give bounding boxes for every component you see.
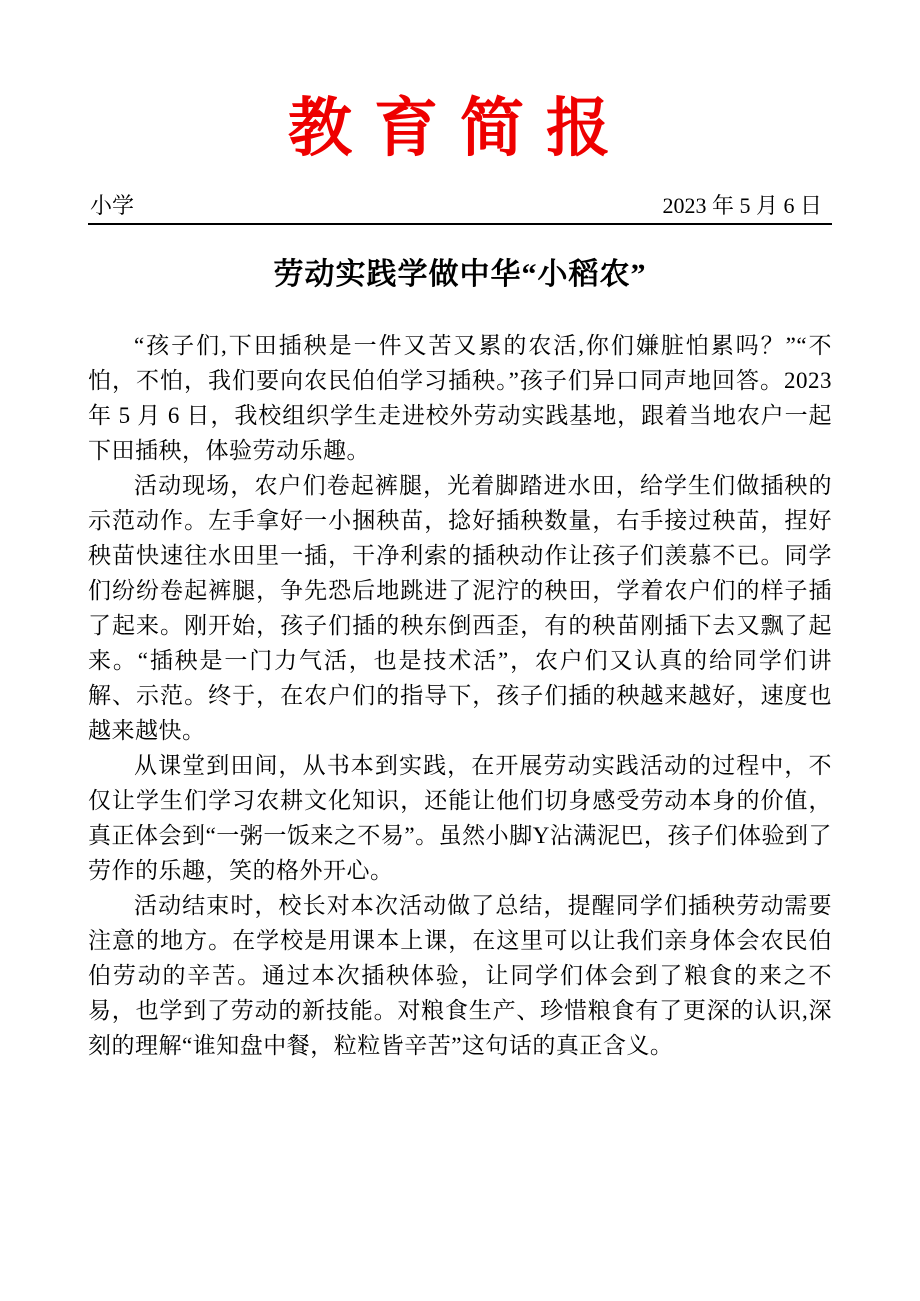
masthead-title: 教育简报 [288, 93, 632, 164]
header-row [88, 192, 832, 226]
paragraph-3: 从课堂到田间，从书本到实践，在开展劳动实践活动的过程中，不仅让学生们学习农耕文化知识，还能让他们切身感受劳动本身的价值，真正体会到“一粥一饭来之不易”。虽然小脚Y沾满泥巴，孩子们体验到了劳作的乐趣，笑的格外开心。 [88, 753, 832, 884]
school-label: 小学 [90, 192, 135, 218]
article-body [88, 328, 832, 1063]
paragraph-2: 活动现场，农户们卷起裤腿，光着脚踏进水田，给学生们做插秧的示范动作。左手拿好一小捆秧苗，捻好插秧数量，右手接过秧苗，捏好秧苗快速往水田里一插，干净利索的插秧动作让孩子们羡慕不已。同学们纷纷卷起裤腿，争先恐后地跳进了泥泞的秧田，学着农户们的样子插了起来。刚开始，孩子们插的秧东倒西歪，有的秧苗刚插下去又飘了起来。“插秧是一门力气活，也是技术活”，农户们又认真的给同学们讲解、示范。终于，在农户们的指导下，孩子们插的秧越来越好，速度也越来越快。 [88, 473, 832, 744]
paragraph-1: “孩子们,下田插秧是一件又苦又累的农活,你们嫌脏怕累吗？”“不怕，不怕，我们要向农民伯伯学习插秧。”孩子们异口同声地回答。2023年 5 月 6 日，我校组织学生走进校外劳动实践基地，跟着当地农户一起下田插秧，体验劳动乐趣。 [88, 333, 832, 464]
date-label: 2023 年 5 月 6 日 [662, 192, 822, 218]
article-title: 劳动实践学做中华“小稻农” [273, 258, 647, 292]
paragraph-4: 活动结束时，校长对本次活动做了总结，提醒同学们插秧劳动需要注意的地方。在学校是用课本上课，在这里可以让我们亲身体会农民伯伯劳动的辛苦。通过本次插秧体验，让同学们体会到了粮食的来之不易，也学到了劳动的新技能。对粮食生产、珍惜粮食有了更深的认识,深刻的理解“谁知盘中餐，粒粒皆辛苦”这句话的真正含义。 [88, 893, 832, 1059]
